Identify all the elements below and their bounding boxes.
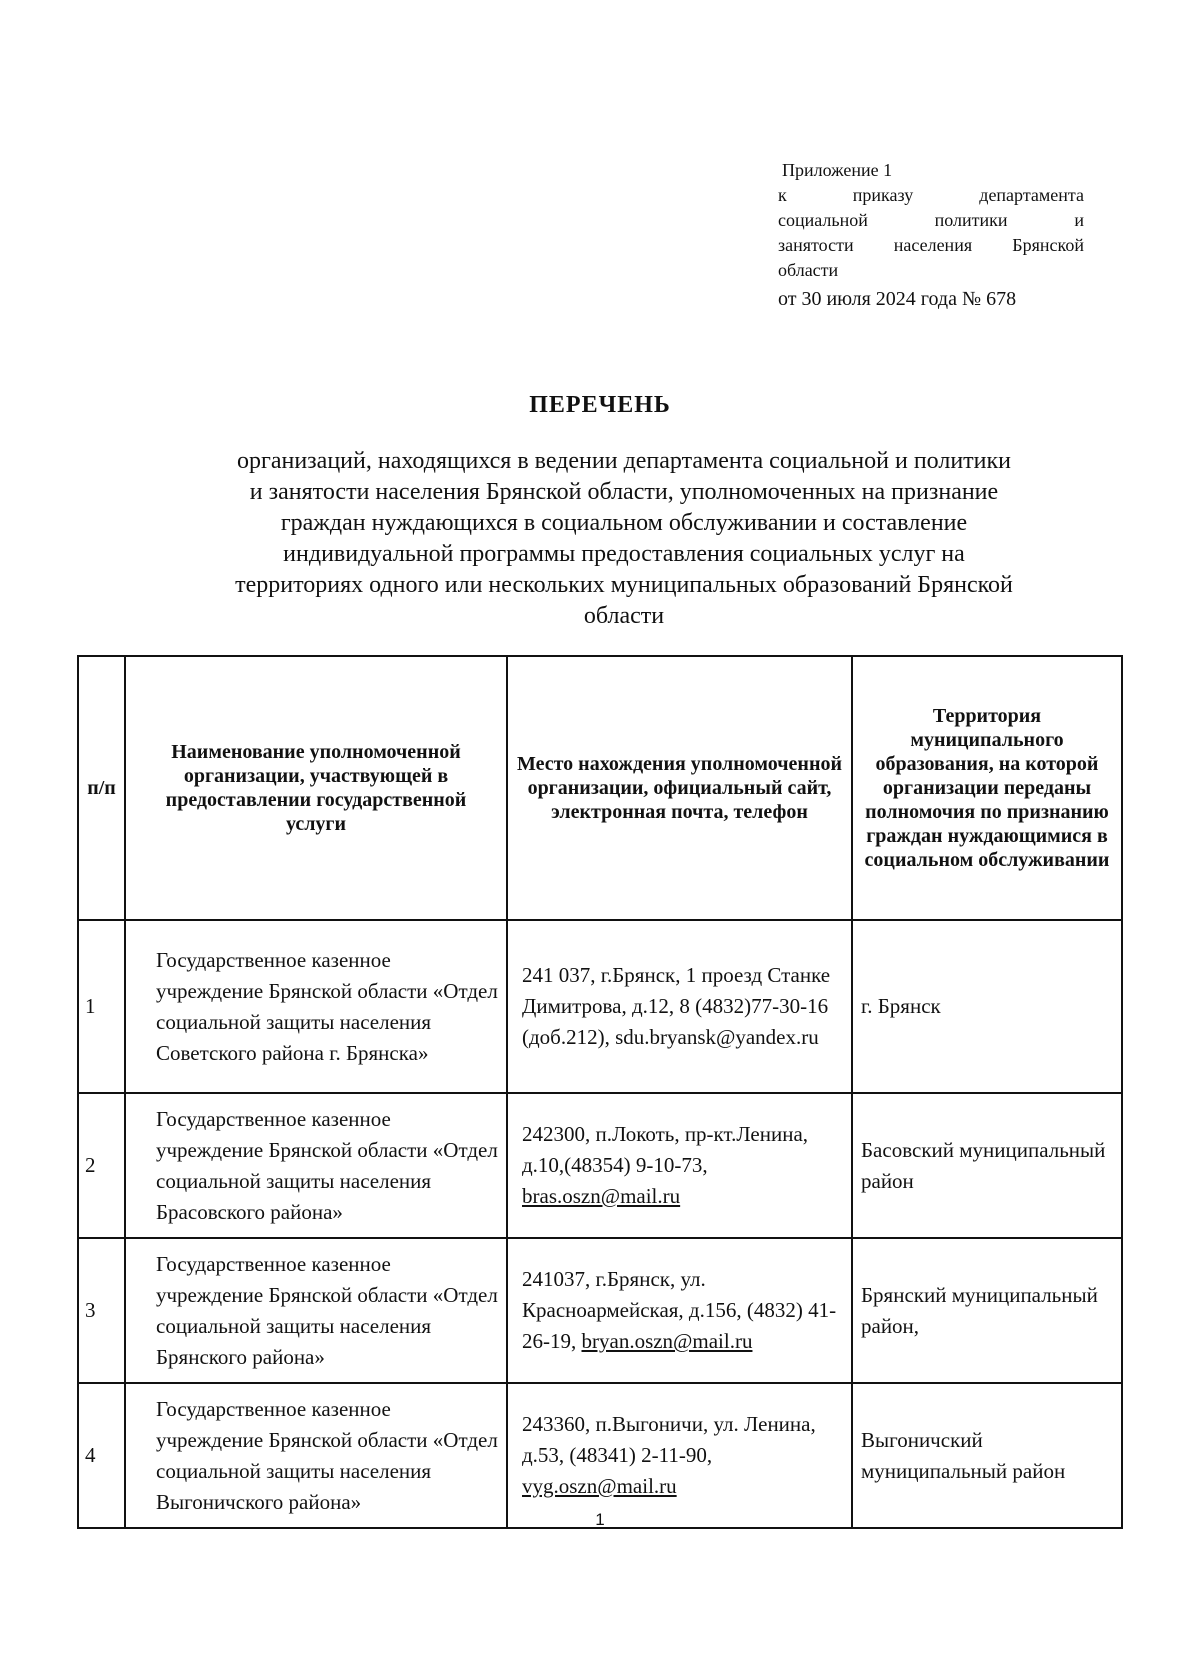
organizations-table: [77, 655, 1123, 1529]
appendix-word: и: [1074, 210, 1084, 230]
row-organization: Государственное казенное учреждение Брянской области «Отдел социальной защиты населения Выгоничского района»: [125, 1383, 507, 1528]
row-email-link[interactable]: bryan.oszn@mail.ru: [581, 1329, 753, 1353]
header-organization: Наименование уполномоченной организации, участвующей в предоставлении государственной услуги: [125, 656, 507, 920]
appendix-word: Брянской: [1012, 235, 1084, 255]
row-address: [507, 1238, 852, 1383]
row-number: 3: [78, 1238, 125, 1383]
appendix-word: социальной: [778, 210, 868, 230]
subtitle-line: области: [583, 603, 665, 629]
row-organization: Государственное казенное учреждение Брянской области «Отдел социальной защиты населения Брасовского района»: [125, 1093, 507, 1238]
table-row: [78, 1238, 1122, 1383]
appendix-word: населения: [893, 235, 973, 255]
row-organization: Государственное казенное учреждение Брянской области «Отдел социальной защиты населения Советского района г. Брянска»: [125, 920, 507, 1093]
subtitle-line: территориях одного или нескольких муниципальных образований Брянской: [235, 572, 1013, 598]
table-header-row: [78, 656, 1122, 920]
row-territory: г. Брянск: [852, 920, 1122, 1093]
row-number: 4: [78, 1383, 125, 1528]
appendix-word: приказу: [852, 185, 914, 205]
appendix-order-date: от 30 июля 2024 года № 678: [778, 288, 1017, 310]
address-text: 241 037, г.Брянск, 1 проезд Станке Димитрова, д.12, 8 (4832)77-30-16 (доб.212),: [522, 963, 831, 1049]
row-email: sdu.bryansk@yandex.ru: [615, 1025, 819, 1049]
subtitle-line: индивидуальной программы предоставления социальных услуг на: [283, 541, 965, 567]
appendix-word: занятости: [778, 235, 854, 255]
appendix-line-4: [778, 233, 1084, 258]
document-subtitle: [160, 446, 1088, 632]
row-organization: Государственное казенное учреждение Брянской области «Отдел социальной защиты населения Брянского района»: [125, 1238, 507, 1383]
header-territory: Территория муниципального образования, на которой организации переданы полномочия по признанию граждан нуждающимися в социальном обслуживании: [852, 656, 1122, 920]
document-title: ПЕРЕЧЕНЬ: [529, 392, 671, 418]
appendix-line-2: [778, 183, 1084, 208]
row-email-link[interactable]: bras.oszn@mail.ru: [522, 1184, 681, 1208]
appendix-line-5: области: [778, 260, 839, 280]
appendix-line-1: Приложение 1: [782, 160, 893, 180]
row-number: 2: [78, 1093, 125, 1238]
appendix-word: департамента: [979, 185, 1084, 205]
subtitle-line: организаций, находящихся в ведении департамента социальной и политики: [237, 448, 1011, 474]
appendix-block: [778, 158, 1084, 312]
row-territory: Выгоничский муниципальный район: [852, 1383, 1122, 1528]
address-text: 243360, п.Выгоничи, ул. Ленина, д.53, (48341) 2-11-90,: [522, 1412, 816, 1467]
table-row: [78, 920, 1122, 1093]
address-text: 241037, г.Брянск, ул. Красноармейская, д.156, (4832) 41-26-19,: [522, 1267, 837, 1353]
row-address: [507, 920, 852, 1093]
row-email-link[interactable]: vyg.oszn@mail.ru: [522, 1474, 677, 1498]
address-text: 242300, п.Локоть, пр-кт.Ленина, д.10,(48354) 9-10-73,: [522, 1122, 809, 1177]
subtitle-line: и занятости населения Брянской области, уполномоченных на признание: [249, 479, 999, 505]
appendix-line-3: [778, 208, 1084, 233]
row-number: 1: [78, 920, 125, 1093]
row-territory: Брянский муниципальный район,: [852, 1238, 1122, 1383]
subtitle-line: граждан нуждающихся в социальном обслуживании и составление: [280, 510, 968, 536]
table-row: [78, 1383, 1122, 1528]
header-address: Место нахождения уполномоченной организации, официальный сайт, электронная почта, телефон: [507, 656, 852, 920]
row-address: [507, 1093, 852, 1238]
appendix-word: политики: [934, 210, 1008, 230]
header-number: п/п: [78, 656, 125, 920]
appendix-word: к: [778, 185, 787, 205]
row-address: [507, 1383, 852, 1528]
row-territory: Басовский муниципальный район: [852, 1093, 1122, 1238]
table-row: [78, 1093, 1122, 1238]
page-number: 1: [595, 1510, 605, 1529]
